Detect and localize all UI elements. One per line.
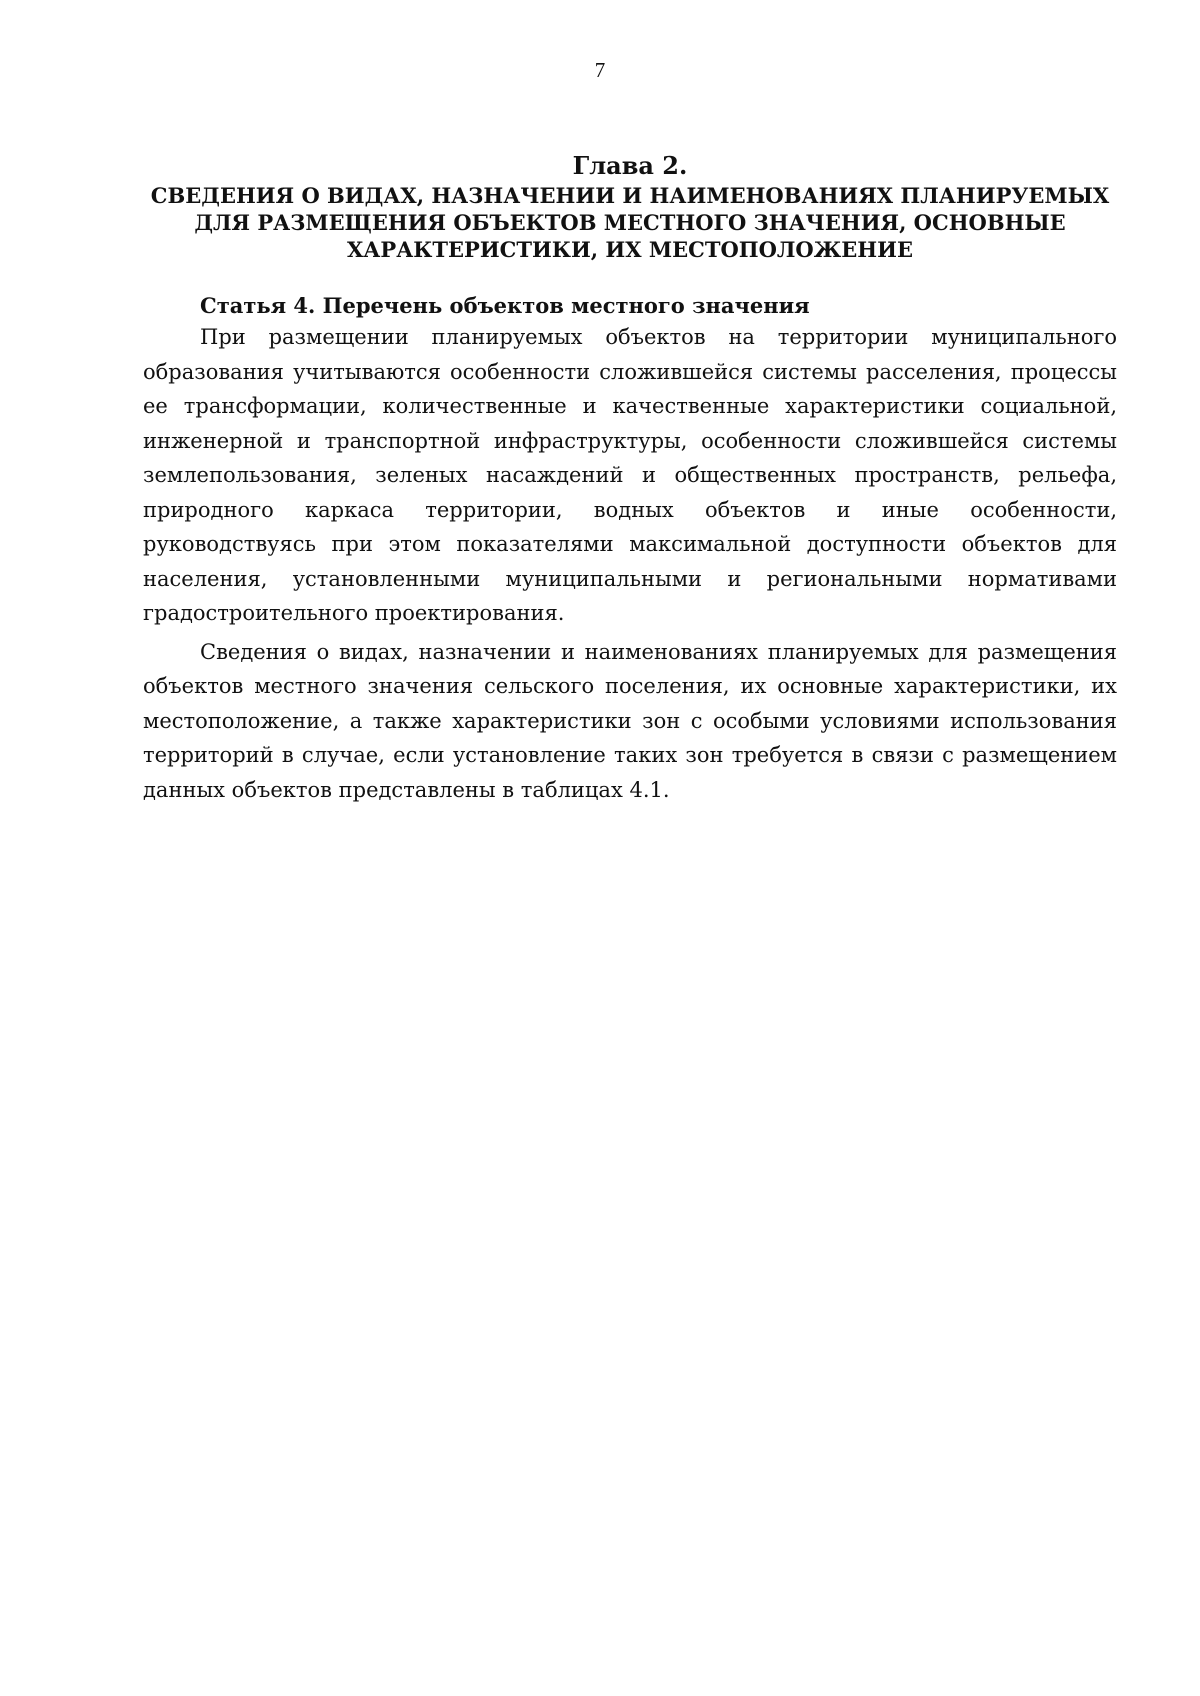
chapter-header: [140, 150, 1120, 263]
chapter-subtitle: СВЕДЕНИЯ О ВИДАХ, НАЗНАЧЕНИИ И НАИМЕНОВАНИЯХ ПЛАНИРУЕМЫХ ДЛЯ РАЗМЕЩЕНИЯ ОБЪЕКТОВ МЕСТНОГО ЗНАЧЕНИЯ, ОСНОВНЫЕ ХАРАКТЕРИСТИКИ, ИХ МЕСТОПОЛОЖЕНИЕ: [150, 183, 1110, 262]
article-paragraph: При размещении планируемых объектов на территории муниципального образования учитываются особенности сложившейся системы расселения, процессы ее трансформации, количественные и качественные характеристики социальной, инженерной и транспортной инфраструктуры, особенности сложившейся системы землепользования, зеленых насаждений и общественных пространств, рельефа, природного каркаса территории, водных объектов и иные особенности, руководствуясь при этом показателями максимальной доступности объектов для населения, установленными муниципальными и региональными нормативами градостроительного проектирования.: [143, 325, 1117, 625]
article-paragraph: Сведения о видах, назначении и наименованиях планируемых для размещения объектов местного значения сельского поселения, их основные характеристики, их местоположение, а также характеристики зон с особыми условиями использования территорий в случае, если установление таких зон требуется в связи с размещением данных объектов представлены в таблицах 4.1.: [143, 639, 1117, 802]
article-heading: Статья 4. Перечень объектов местного значения: [200, 293, 810, 318]
chapter-title: Глава 2.: [572, 151, 688, 180]
article-section: [143, 291, 1117, 807]
page-number: 7: [594, 58, 606, 82]
